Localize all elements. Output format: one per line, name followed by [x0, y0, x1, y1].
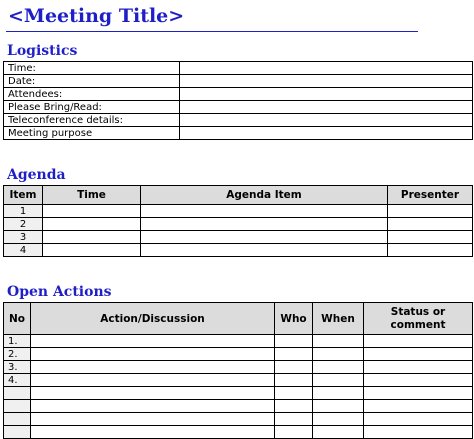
- logistics-label: Teleconference details:: [4, 114, 180, 127]
- agenda-presenter-cell[interactable]: [388, 231, 473, 244]
- logistics-value-cell[interactable]: [180, 114, 473, 127]
- action-when-cell[interactable]: [313, 400, 364, 413]
- agenda-time-cell[interactable]: [43, 244, 141, 257]
- actions-col-status: Status or comment: [364, 303, 473, 335]
- agenda-item-number: 4: [4, 244, 43, 257]
- agenda-col-item: Item: [4, 186, 43, 205]
- action-number: [4, 400, 31, 413]
- action-who-cell[interactable]: [275, 348, 313, 361]
- action-who-cell[interactable]: [275, 335, 313, 348]
- action-status-cell[interactable]: [364, 348, 473, 361]
- action-status-cell[interactable]: [364, 426, 473, 439]
- agenda-presenter-cell[interactable]: [388, 244, 473, 257]
- logistics-value-cell[interactable]: [180, 101, 473, 114]
- logistics-label: Attendees:: [4, 88, 180, 101]
- logistics-row: [4, 75, 473, 88]
- agenda-row: [4, 231, 473, 244]
- logistics-label: Date:: [4, 75, 180, 88]
- action-number: [4, 387, 31, 400]
- action-number: 2.: [4, 348, 31, 361]
- agenda-item-number: 3: [4, 231, 43, 244]
- logistics-value-cell[interactable]: [180, 75, 473, 88]
- action-who-cell[interactable]: [275, 361, 313, 374]
- action-status-cell[interactable]: [364, 335, 473, 348]
- action-when-cell[interactable]: [313, 426, 364, 439]
- action-number: [4, 413, 31, 426]
- action-row: [4, 361, 473, 374]
- agenda-row: [4, 244, 473, 257]
- action-discussion-cell[interactable]: [31, 387, 275, 400]
- agenda-presenter-cell[interactable]: [388, 205, 473, 218]
- logistics-label: Meeting purpose: [4, 127, 180, 140]
- action-when-cell[interactable]: [313, 348, 364, 361]
- action-discussion-cell[interactable]: [31, 335, 275, 348]
- agenda-col-time: Time: [43, 186, 141, 205]
- action-number: 3.: [4, 361, 31, 374]
- logistics-table: [3, 61, 473, 140]
- action-status-cell[interactable]: [364, 374, 473, 387]
- agenda-time-cell[interactable]: [43, 205, 141, 218]
- logistics-row: [4, 127, 473, 140]
- action-who-cell[interactable]: [275, 426, 313, 439]
- actions-col-action: Action/Discussion: [31, 303, 275, 335]
- agenda-row: [4, 218, 473, 231]
- agenda-col-agenda-item: Agenda Item: [141, 186, 388, 205]
- action-discussion-cell[interactable]: [31, 426, 275, 439]
- action-who-cell[interactable]: [275, 374, 313, 387]
- open-actions-heading: Open Actions: [7, 284, 112, 300]
- action-who-cell[interactable]: [275, 413, 313, 426]
- agenda-item-cell[interactable]: [141, 218, 388, 231]
- logistics-row: [4, 62, 473, 75]
- agenda-heading: Agenda: [7, 167, 66, 183]
- action-when-cell[interactable]: [313, 387, 364, 400]
- action-when-cell[interactable]: [313, 413, 364, 426]
- agenda-item-number: 1: [4, 205, 43, 218]
- action-row: [4, 335, 473, 348]
- logistics-row: [4, 114, 473, 127]
- logistics-heading: Logistics: [7, 43, 78, 59]
- action-when-cell[interactable]: [313, 361, 364, 374]
- action-discussion-cell[interactable]: [31, 374, 275, 387]
- agenda-item-cell[interactable]: [141, 244, 388, 257]
- action-row: [4, 374, 473, 387]
- action-status-cell[interactable]: [364, 413, 473, 426]
- title-rule: [6, 31, 418, 32]
- logistics-label: Please Bring/Read:: [4, 101, 180, 114]
- action-when-cell[interactable]: [313, 335, 364, 348]
- logistics-label: Time:: [4, 62, 180, 75]
- actions-col-who: Who: [275, 303, 313, 335]
- agenda-time-cell[interactable]: [43, 218, 141, 231]
- agenda-table: [3, 185, 473, 257]
- agenda-presenter-cell[interactable]: [388, 218, 473, 231]
- action-discussion-cell[interactable]: [31, 348, 275, 361]
- action-status-cell[interactable]: [364, 361, 473, 374]
- action-who-cell[interactable]: [275, 387, 313, 400]
- agenda-row: [4, 205, 473, 218]
- action-status-cell[interactable]: [364, 400, 473, 413]
- action-row: [4, 400, 473, 413]
- logistics-row: [4, 88, 473, 101]
- action-status-cell[interactable]: [364, 387, 473, 400]
- agenda-time-cell[interactable]: [43, 231, 141, 244]
- action-row: [4, 426, 473, 439]
- open-actions-table: [3, 302, 473, 439]
- action-number: [4, 426, 31, 439]
- logistics-value-cell[interactable]: [180, 127, 473, 140]
- action-who-cell[interactable]: [275, 400, 313, 413]
- action-number: 1.: [4, 335, 31, 348]
- action-discussion-cell[interactable]: [31, 361, 275, 374]
- actions-col-when: When: [313, 303, 364, 335]
- agenda-col-presenter: Presenter: [388, 186, 473, 205]
- action-row: [4, 348, 473, 361]
- logistics-value-cell[interactable]: [180, 62, 473, 75]
- meeting-title: <Meeting Title>: [8, 5, 185, 27]
- agenda-item-number: 2: [4, 218, 43, 231]
- action-number: 4.: [4, 374, 31, 387]
- action-row: [4, 387, 473, 400]
- action-row: [4, 413, 473, 426]
- actions-col-no: No: [4, 303, 31, 335]
- action-discussion-cell[interactable]: [31, 400, 275, 413]
- action-when-cell[interactable]: [313, 374, 364, 387]
- logistics-row: [4, 101, 473, 114]
- action-discussion-cell[interactable]: [31, 413, 275, 426]
- agenda-item-cell[interactable]: [141, 231, 388, 244]
- agenda-item-cell[interactable]: [141, 205, 388, 218]
- logistics-value-cell[interactable]: [180, 88, 473, 101]
